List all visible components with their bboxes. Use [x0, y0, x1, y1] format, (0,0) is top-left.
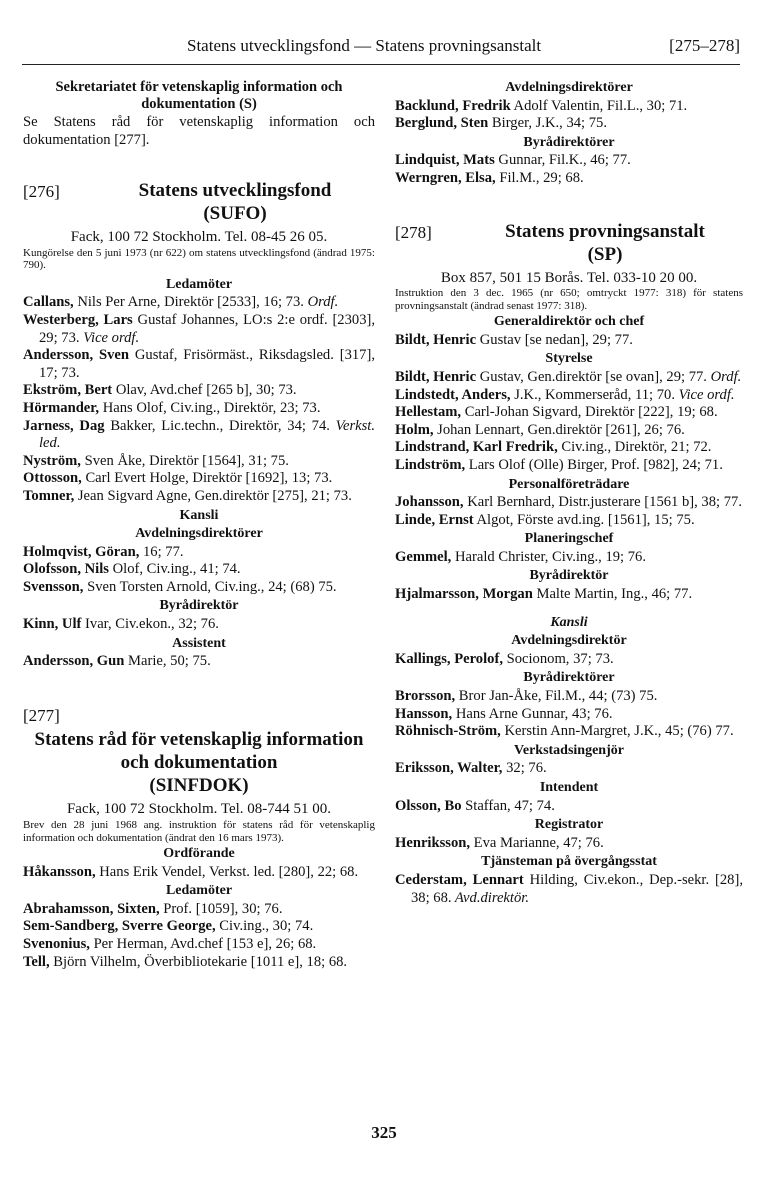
person-role: Ordf. — [706, 368, 742, 385]
person-entry — [23, 936, 375, 954]
person-entry — [395, 586, 743, 604]
person-entry — [23, 579, 375, 597]
person-entry — [395, 98, 743, 116]
person-surname: Berglund, Sten — [395, 115, 489, 132]
members-list — [395, 760, 743, 778]
page-number: 325 — [371, 1123, 397, 1142]
person-details: Fil.M., 29; 68. — [495, 169, 584, 186]
person-details: Bakker, Lic.techn., Direktör, 34; 74. — [104, 417, 330, 434]
person-entry — [395, 457, 743, 475]
members-list — [395, 688, 743, 741]
subheading: Ordförande — [163, 846, 235, 862]
person-entry — [23, 418, 375, 453]
members-list — [395, 798, 743, 816]
person-surname: Jarness, Dag — [23, 417, 105, 434]
person-surname: Olofsson, Nils — [23, 561, 109, 578]
person-surname: Andersson, Gun — [23, 653, 125, 670]
subheading: Ledamöter — [165, 883, 233, 899]
subheading: Avdelningsdirektörer — [505, 80, 633, 95]
person-role: Vice ordf. — [674, 386, 735, 403]
agency-address: Fack, 100 72 Stockholm. Tel. 08-45 26 05. — [70, 229, 328, 246]
person-surname: Tomner, — [23, 487, 75, 504]
person-surname: Cederstam, Lennart — [395, 871, 524, 888]
subheading: Planeringschef — [524, 531, 614, 547]
person-entry — [395, 369, 743, 387]
person-details: Hans Arne Gunnar, 43; 76. — [452, 705, 613, 722]
subheading: Byrådirektörer — [523, 134, 615, 150]
section-number: [276] — [23, 182, 60, 202]
person-entry — [23, 382, 375, 400]
subheading: Avdelningsdirektör — [511, 633, 627, 649]
person-details: J.K., Kommerseråd, 11; 70. — [510, 386, 675, 403]
person-details: Eva Marianne, 47; 76. — [470, 834, 604, 851]
members-list — [23, 294, 375, 505]
person-details: Sven Torsten Arnold, Civ.ing., 24; (68) 75. — [83, 578, 337, 595]
person-details: Prof. [1059], 30; 76. — [159, 900, 283, 917]
person-entry — [23, 544, 375, 562]
person-details: Hans Olof, Civ.ing., Direktör, 23; 73. — [99, 399, 321, 416]
person-entry — [395, 439, 743, 457]
person-details: Civ.ing., Direktör, 21; 72. — [557, 439, 712, 456]
person-surname: Kinn, Ulf — [23, 616, 82, 633]
person-surname: Callans, — [23, 294, 74, 311]
subheading: Kansli — [179, 507, 219, 523]
person-details: Ivar, Civ.ekon., 32; 76. — [81, 616, 219, 633]
legal-note: Brev den 28 juni 1968 ang. instruktion för statens råd för vetenskaplig information och dokumentation (ändrat den 16 mars 1973). — [23, 819, 375, 844]
header-rule — [22, 64, 740, 65]
person-entry — [23, 954, 375, 972]
person-details: Algot, Förste avd.ing. [1561], 15; 75. — [473, 511, 695, 528]
person-details: Bror Jan-Åke, Fil.M., 44; (73) 75. — [455, 688, 658, 705]
person-entry — [23, 864, 375, 882]
person-surname: Linde, Ernst — [395, 511, 474, 528]
members-list — [395, 98, 743, 133]
subheading-italic: Kansli — [550, 614, 588, 630]
agency-277-heading — [23, 707, 375, 798]
person-surname: Lindstedt, Anders, — [395, 386, 511, 403]
members-list — [23, 864, 375, 882]
person-entry — [395, 494, 743, 512]
members-list — [395, 494, 743, 529]
person-entry — [395, 688, 743, 706]
members-list — [23, 616, 375, 634]
agency-name-line1: Statens utvecklingsfond — [138, 180, 332, 202]
subheading: Registrator — [534, 817, 604, 833]
person-entry — [23, 400, 375, 418]
person-details: Harald Christer, Civ.ing., 19; 76. — [451, 548, 646, 565]
agency-address: Fack, 100 72 Stockholm. Tel. 08-744 51 00. — [66, 801, 332, 818]
person-entry — [395, 152, 743, 170]
person-surname: Hjalmarsson, Morgan — [395, 586, 533, 603]
person-entry — [395, 872, 743, 907]
person-details: Kerstin Ann-Margret, J.K., 45; (76) 77. — [500, 723, 734, 740]
person-entry — [23, 561, 375, 579]
agency-name — [23, 728, 375, 797]
person-surname: Röhnisch-Ström, — [395, 723, 501, 740]
person-details: 16; 77. — [139, 543, 184, 560]
person-details: Johan Lennart, Gen.direktör [261], 26; 76. — [433, 421, 685, 438]
agency-name-line1: Statens råd för vetenskaplig information — [34, 729, 364, 751]
person-details: Gustaf, Frisörmäst., Riksdagsled. [317], 17; 73. — [39, 347, 375, 381]
person-details: Civ.ing., 30; 74. — [215, 918, 314, 935]
agency-name-line2: och dokumentation — [120, 752, 278, 774]
person-entry — [23, 918, 375, 936]
header-title: Statens utvecklingsfond — Statens provningsanstalt — [187, 36, 542, 55]
person-surname: Ottosson, — [23, 470, 82, 487]
person-details: Olav, Avd.chef [265 b], 30; 73. — [112, 382, 297, 399]
agency-address: Box 857, 501 15 Borås. Tel. 033-10 20 00. — [440, 269, 698, 286]
person-surname: Ekström, Bert — [23, 382, 113, 399]
agency-name-line3: (SINFDOK) — [149, 775, 249, 797]
members-list — [395, 835, 743, 853]
person-entry — [23, 488, 375, 506]
person-details: 32; 76. — [502, 760, 547, 777]
person-surname: Sem-Sandberg, Sverre George, — [23, 918, 216, 935]
person-surname: Hellestam, — [395, 404, 462, 421]
person-surname: Backlund, Fredrik — [395, 97, 511, 114]
person-entry — [23, 470, 375, 488]
person-entry — [395, 798, 743, 816]
person-details: Gustav [se nedan], 29; 77. — [476, 331, 633, 348]
person-details: Gunnar, Fil.K., 46; 77. — [494, 152, 631, 169]
legal-note: Kungörelse den 5 juni 1973 (nr 622) om statens utvecklingsfond (ändrad 1975: 790). — [23, 246, 375, 272]
person-entry — [23, 653, 375, 671]
subheading: Generaldirektör och chef — [493, 314, 645, 330]
person-surname: Håkansson, — [23, 863, 96, 880]
person-details: Malte Martin, Ing., 46; 77. — [532, 586, 693, 603]
members-list — [395, 586, 743, 604]
person-details: Socionom, 37; 73. — [502, 650, 614, 667]
members-list — [395, 549, 743, 567]
person-entry — [395, 706, 743, 724]
person-surname: Hansson, — [395, 705, 453, 722]
members-list — [395, 369, 743, 475]
person-entry — [395, 835, 743, 853]
person-details: Marie, 50; 75. — [124, 653, 211, 670]
agency-name-line2: (SUFO) — [203, 203, 267, 225]
person-details: Birger, J.K., 34; 75. — [488, 115, 607, 132]
person-surname: Johansson, — [395, 494, 464, 511]
person-surname: Brorsson, — [395, 688, 456, 705]
person-details: Björn Vilhelm, Överbibliotekarie [1011 e], 18; 68. — [49, 953, 348, 970]
person-entry — [395, 760, 743, 778]
left-column — [23, 78, 375, 971]
person-surname: Bildt, Henric — [395, 368, 477, 385]
person-details: Hans Erik Vendel, Verkst. led. [280], 22; 68. — [95, 863, 359, 880]
members-list — [23, 544, 375, 597]
agency-name — [95, 179, 375, 225]
subheading: Intendent — [539, 780, 599, 795]
person-surname: Kallings, Perolof, — [395, 650, 503, 667]
subheading: Personalföreträdare — [508, 476, 630, 492]
subheading: Byrådirektör — [159, 598, 239, 614]
section-number: [277] — [23, 705, 60, 725]
members-list — [395, 332, 743, 350]
person-surname: Svenonius, — [23, 936, 90, 952]
subheading: Byrådirektör — [529, 568, 609, 584]
person-role: Avd.direktör. — [451, 889, 529, 906]
person-surname: Holm, — [395, 421, 434, 438]
subheading: Styrelse — [545, 351, 593, 367]
person-surname: Svensson, — [23, 578, 84, 595]
person-entry — [23, 453, 375, 471]
person-surname: Hörmander, — [23, 399, 100, 416]
person-role: Verkst. led. — [39, 417, 375, 452]
section-heading-sekretariatet: Sekretariatet för vetenskaplig information och dokumentation (S) — [55, 79, 343, 112]
person-entry — [395, 723, 743, 741]
person-surname: Eriksson, Walter, — [395, 760, 503, 777]
person-entry — [23, 616, 375, 634]
person-entry — [395, 115, 743, 133]
person-surname: Henriksson, — [395, 834, 471, 851]
agency-278-heading — [395, 220, 743, 266]
person-role: Ordf. — [303, 294, 339, 311]
person-surname: Olsson, Bo — [395, 797, 462, 814]
subheading: Verkstadsingenjör — [514, 742, 624, 758]
person-details: Staffan, 47; 74. — [461, 797, 555, 814]
person-entry — [23, 347, 375, 382]
person-entry — [395, 387, 743, 405]
agency-276-heading — [23, 179, 375, 225]
agency-name-line1: Statens provningsanstalt — [505, 220, 705, 242]
person-role: Vice ordf. — [79, 329, 140, 346]
agency-name — [467, 220, 743, 266]
person-entry — [395, 512, 743, 530]
person-surname: Nyström, — [23, 452, 81, 469]
person-entry — [23, 901, 375, 919]
person-details: Hilding, Civ.ekon., Dep.-sekr. [28], 38; 68. — [411, 871, 743, 906]
person-surname: Lindstrand, Karl Fredrik, — [395, 439, 558, 456]
person-details: Olof, Civ.ing., 41; 74. — [108, 561, 241, 578]
person-details: Lars Olof (Olle) Birger, Prof. [982], 24; 71. — [465, 456, 723, 473]
person-entry — [395, 422, 743, 440]
subheading: Tjänsteman på övergångsstat — [481, 854, 657, 870]
person-surname: Westerberg, Lars — [23, 311, 133, 328]
person-details: Karl Bernhard, Distr.justerare [1561 b], 38; 77. — [463, 494, 742, 511]
members-list — [395, 872, 743, 907]
running-header — [22, 36, 740, 62]
legal-note: Instruktion den 3 dec. 1965 (nr 650; omtryckt 1977: 318) för statens provningsanstalt (ändrad senast 1977: 318). — [395, 287, 743, 312]
person-details: Nils Per Arne, Direktör [2533], 16; 73. — [73, 294, 304, 311]
subheading: Ledamöter — [165, 276, 233, 292]
person-surname: Bildt, Henric — [395, 331, 477, 348]
subheading: Assistent — [172, 635, 226, 651]
person-details: Adolf Valentin, Fil.L., 30; 71. — [510, 97, 688, 114]
person-details: Carl Evert Holge, Direktör [1692], 13; 73. — [81, 470, 333, 487]
subheading: Avdelningsdirektörer — [135, 526, 263, 542]
person-details: Jean Sigvard Agne, Gen.direktör [275], 21; 73. — [74, 487, 352, 504]
right-column — [395, 78, 743, 907]
person-entry — [395, 170, 743, 188]
person-details: Gustav, Gen.direktör [se ovan], 29; 77. — [476, 368, 707, 385]
person-surname: Werngren, Elsa, — [395, 169, 496, 186]
person-surname: Lindquist, Mats — [395, 152, 495, 169]
members-list — [395, 152, 743, 187]
person-entry — [23, 294, 375, 312]
person-surname: Lindström, — [395, 456, 466, 473]
section-number: [278] — [395, 222, 432, 242]
members-list — [23, 901, 375, 971]
person-entry — [395, 404, 743, 422]
subheading: Byrådirektörer — [523, 670, 615, 686]
cross-reference: Se Statens råd för vetenskaplig information och dokumentation [277]. — [23, 114, 375, 148]
person-surname: Abrahamsson, Sixten, — [23, 900, 160, 917]
members-list — [23, 653, 375, 671]
members-list — [395, 651, 743, 669]
agency-name-line2: (SP) — [587, 243, 623, 265]
person-details: Gustaf Johannes, LO:s 2:e ordf. [2303], 29; 73. — [39, 311, 375, 346]
header-section-range: [275–278] — [669, 36, 740, 55]
person-surname: Holmqvist, Göran, — [23, 543, 140, 560]
person-surname: Gemmel, — [395, 548, 452, 565]
person-entry — [395, 332, 743, 350]
person-entry — [395, 549, 743, 567]
person-details: Carl-Johan Sigvard, Direktör [222], 19; 68. — [461, 404, 718, 421]
person-entry — [23, 312, 375, 347]
person-details: Per Herman, Avd.chef [153 e], 26; 68. — [89, 936, 317, 952]
person-entry — [395, 651, 743, 669]
person-surname: Andersson, Sven — [23, 347, 130, 364]
person-surname: Tell, — [23, 953, 50, 970]
person-details: Sven Åke, Direktör [1564], 31; 75. — [80, 452, 289, 469]
